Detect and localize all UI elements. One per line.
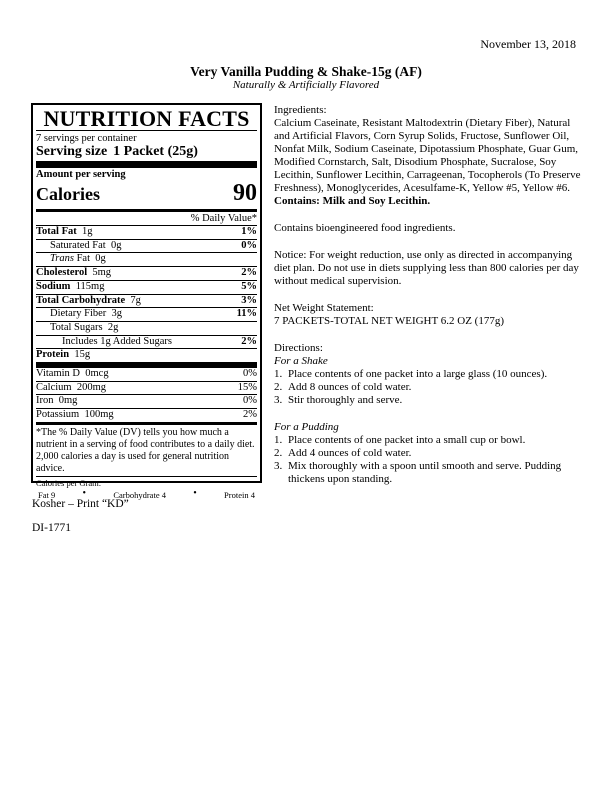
- servings-per-container: 7 servings per container: [36, 133, 137, 144]
- nutrient-row-trans-fat: [36, 252, 257, 266]
- vitamin-amount: 200mg: [76, 381, 106, 393]
- calories-per-gram-label: Calories per Gram:: [36, 477, 102, 488]
- nutrient-label: Protein: [36, 349, 70, 361]
- daily-value-header: % Daily Value*: [190, 213, 257, 224]
- nutrient-amount: 0g: [95, 253, 106, 265]
- nutrient-label: Total Sugars: [50, 321, 103, 333]
- step-number: 3.: [274, 394, 283, 406]
- directions-heading: Directions:: [274, 342, 323, 354]
- list-item: [274, 394, 584, 407]
- shake-heading: For a Shake: [274, 355, 328, 367]
- document-code: DI-1771: [32, 522, 71, 534]
- pudding-steps: [274, 434, 584, 486]
- nutrient-label-suffix: Fat: [76, 253, 90, 265]
- product-subtitle: Naturally & Artificially Flavored: [232, 79, 380, 91]
- shake-steps: [274, 368, 584, 407]
- pudding-heading: For a Pudding: [274, 421, 339, 433]
- allergen-statement: Contains: Milk and Soy Lecithin.: [274, 195, 431, 207]
- vitamin-amount: 100mg: [84, 409, 114, 421]
- nutrient-label: Total Carbohydrate: [36, 294, 126, 306]
- nutrient-dv: 11%: [236, 308, 257, 320]
- vitamin-label: Potassium: [36, 409, 80, 421]
- daily-value-footnote: *The % Daily Value (DV) tells you how much a nutrient in a serving of food contributes to a daily diet. 2,000 calories a day is used for general nutrition advice.: [36, 426, 255, 474]
- step-text: Add 8 ounces of cold water.: [288, 381, 412, 393]
- nutrient-row-cholesterol: [36, 266, 257, 280]
- step-number: 1.: [274, 368, 283, 380]
- nutrition-facts-heading: NUTRITION FACTS: [43, 106, 250, 131]
- bullet-icon: •: [193, 487, 197, 499]
- vitamin-label: Iron: [36, 395, 54, 407]
- nutrient-dv: 2%: [241, 267, 257, 279]
- vitamin-row-calcium: [36, 381, 257, 395]
- net-weight-heading: Net Weight Statement:: [274, 302, 374, 314]
- serving-size-label: Serving size: [36, 144, 108, 159]
- nutrient-amount: 1g: [82, 226, 93, 237]
- nutrient-dv: 1%: [241, 226, 257, 237]
- product-title: Very Vanilla Pudding & Shake-15g (AF): [190, 64, 422, 79]
- step-text: Stir thoroughly and serve.: [288, 394, 403, 406]
- nutrient-row-total-sugars: [36, 321, 257, 335]
- list-item: [274, 381, 584, 394]
- nutrient-row-dietary-fiber: [36, 307, 257, 321]
- nutrient-row-sodium: [36, 280, 257, 294]
- step-number: 1.: [274, 434, 283, 446]
- list-item: [274, 434, 584, 447]
- nutrition-facts-label: [31, 103, 262, 500]
- nutrient-row-total-fat: [36, 225, 257, 239]
- nutrient-label: Includes 1g Added Sugars: [62, 335, 172, 347]
- nutrient-dv: 3%: [241, 294, 257, 306]
- cpg-protein: Protein 4: [224, 489, 255, 500]
- vitamin-dv: 0%: [243, 395, 257, 407]
- step-text: Mix thoroughly with a spoon until smooth and serve. Pudding thickens upon standing.: [288, 460, 562, 485]
- kosher-note: Kosher – Print “KD”: [32, 498, 129, 510]
- vitamin-row-vitamin-d: [36, 368, 257, 381]
- calories-value: 90: [233, 180, 257, 206]
- vitamin-label: Vitamin D: [36, 368, 80, 380]
- calories-label: Calories: [36, 184, 100, 204]
- vitamin-dv: 2%: [243, 409, 257, 421]
- nutrient-label: Dietary Fiber: [50, 308, 107, 320]
- amount-per-serving: Amount per serving: [36, 169, 126, 180]
- bullet-icon: •: [82, 487, 87, 499]
- nutrient-amount: 0g: [110, 239, 122, 251]
- step-number: 3.: [274, 460, 283, 472]
- nutrient-label: Trans: [50, 253, 74, 265]
- document-date: November 13, 2018: [480, 37, 576, 51]
- nutrient-row-total-carbohydrate: [36, 294, 257, 308]
- nutrient-amount: 2g: [107, 321, 119, 333]
- cpg-fat: Fat 9: [38, 489, 56, 500]
- nutrient-amount: 7g: [130, 294, 141, 306]
- nutrient-row-saturated-fat: [36, 239, 257, 253]
- nutrient-label: Saturated Fat: [50, 239, 106, 251]
- vitamin-amount: 0mg: [58, 395, 78, 407]
- serving-size: [36, 144, 257, 160]
- list-item: [274, 460, 584, 486]
- nutrient-amount: 5mg: [92, 267, 112, 279]
- vitamin-row-iron: [36, 394, 257, 408]
- nutrient-label: Total Fat: [36, 226, 77, 237]
- step-text: Add 4 ounces of cold water.: [288, 447, 412, 459]
- nutrient-dv: 0%: [241, 239, 257, 251]
- nutrient-label: Cholesterol: [36, 267, 88, 279]
- notice-statement: Notice: For weight reduction, use only as directed in accompanying diet plan. Do not use in diets supplying less than 800 calories per day without medical supervision.: [274, 249, 579, 287]
- nutrient-row-protein: [36, 348, 257, 362]
- ingredients-heading: Ingredients:: [274, 104, 327, 116]
- vitamin-dv: 0%: [243, 368, 257, 380]
- list-item: [274, 447, 584, 460]
- ingredients-list: Calcium Caseinate, Resistant Maltodextrin (Dietary Fiber), Natural and Artificial Flavors, Corn Syrup Solids, Fructose, Sunflower Oil, Nonfat Milk, Sodium Caseinate, Dipotassium Phosphate, Guar Gum, Modified Cornstarch, Salt, Disodium Phosphate, Sucralose, Soy Lecithin, Sunflower Lecithin, Carrageenan, Tocopherols (To Preserve Freshness), Monoglycerides, Acesulfame-K, Yellow #5, Yellow #6.: [274, 117, 581, 194]
- nutrient-amount: 3g: [111, 308, 123, 320]
- nutrient-label: Sodium: [36, 280, 71, 292]
- vitamin-label: Calcium: [36, 381, 72, 393]
- step-number: 2.: [274, 447, 283, 459]
- cpg-carbohydrate: Carbohydrate 4: [113, 489, 166, 500]
- vitamin-amount: 0mcg: [85, 368, 109, 380]
- nutrient-row-added-sugars: [36, 335, 257, 349]
- vitamin-row-potassium: [36, 408, 257, 422]
- nutrient-dv: 2%: [241, 335, 257, 347]
- nutrient-amount: 15g: [74, 349, 91, 361]
- net-weight-value: 7 PACKETS-TOTAL NET WEIGHT 6.2 OZ (177g): [274, 315, 505, 327]
- nutrient-dv: 5%: [241, 280, 257, 292]
- step-text: Place contents of one packet into a large glass (10 ounces).: [288, 368, 548, 380]
- step-text: Place contents of one packet into a small cup or bowl.: [288, 434, 526, 446]
- list-item: [274, 368, 584, 381]
- serving-size-value: 1 Packet (25g): [113, 144, 198, 159]
- calories-row: [36, 180, 257, 209]
- vitamin-dv: 15%: [237, 381, 257, 393]
- step-number: 2.: [274, 381, 283, 393]
- bioengineered-statement: Contains bioengineered food ingredients.: [274, 222, 456, 234]
- nutrient-amount: 115mg: [75, 280, 105, 292]
- product-details: [274, 104, 584, 486]
